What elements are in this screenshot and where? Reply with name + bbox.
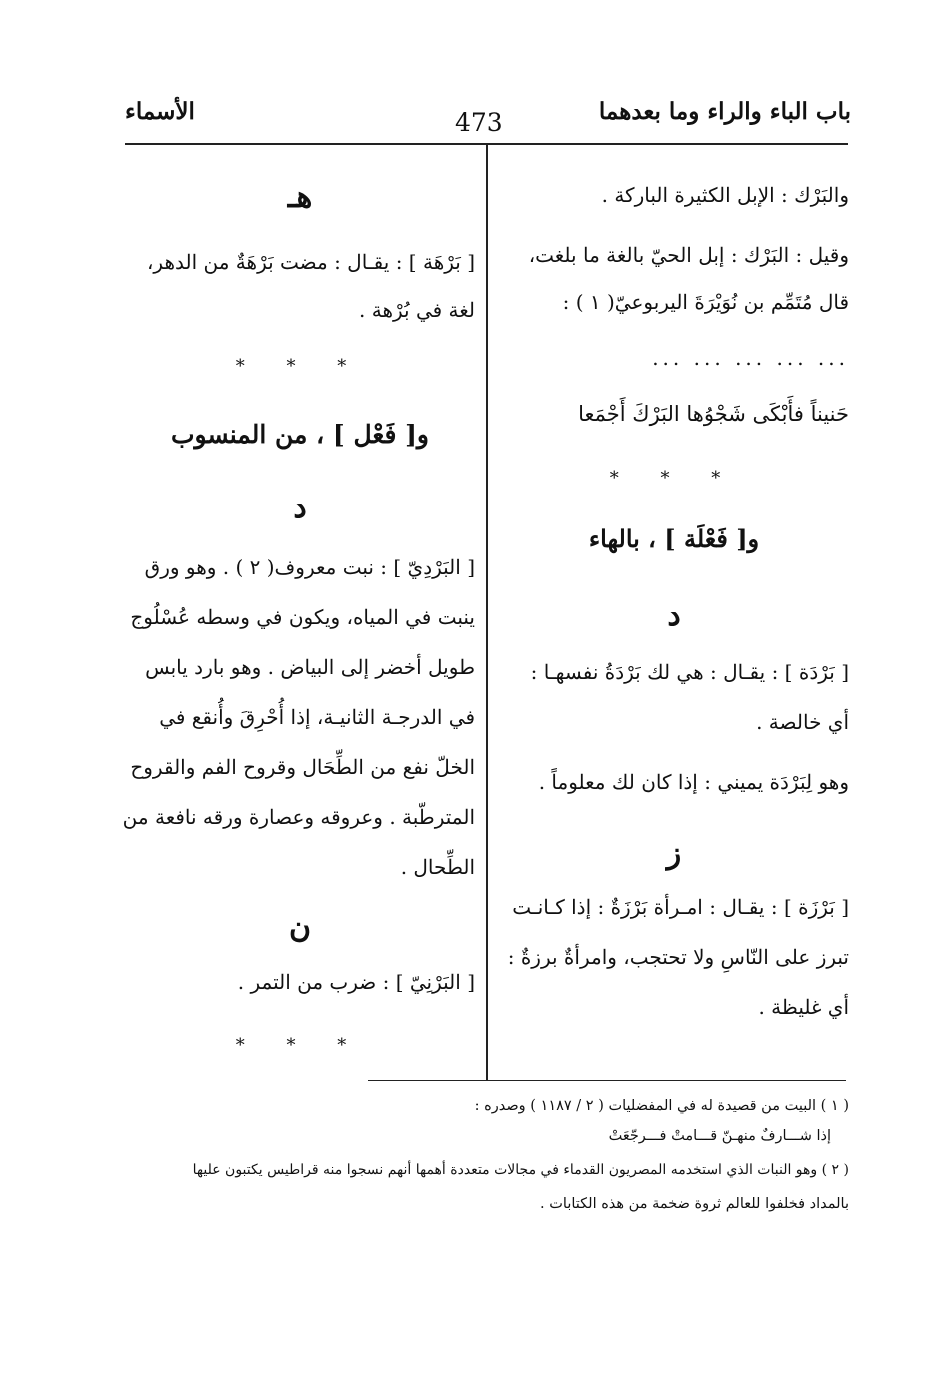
verse-ellipsis: ... ... ... ... ... — [652, 346, 849, 370]
section-title: الأسماء — [125, 98, 195, 125]
column-divider — [486, 145, 488, 1080]
entry-text: وهو لِبَرْدَة يميني : إذا كان لك معلوماً . — [538, 770, 849, 794]
letter-heading: د — [667, 598, 681, 633]
entry-text: تبرز على النّاسِ ولا تحتجب، وامرأةٌ برزةٌ : — [507, 945, 849, 969]
verse-line: حَنيناً فأَبْكَى شَجْوُها البَرْكَ أَجْمَعا — [578, 402, 849, 426]
section-separator: * * * — [609, 468, 739, 489]
entry-text: أي خالصة . — [756, 710, 849, 734]
footnote-2: ( ٢ ) وهو النبات الذي استخدمه المصريون القدماء في مجالات متعددة أهمها أنهم نسجوا منه قراطيس يكتبون عليها — [192, 1162, 849, 1178]
letter-heading: ن — [288, 910, 312, 945]
letter-heading: د — [293, 490, 307, 525]
letter-heading: هـ — [287, 180, 313, 215]
entry-text: الطِّحال . — [400, 855, 475, 879]
entry-text: لغة في بُرْهة . — [359, 298, 475, 322]
page-number: 473 — [455, 108, 503, 137]
section-heading: و[ فَعْل ] ، من المنسوب — [171, 420, 429, 449]
entry-text: والبَرْك : الإبل الكثيرة الباركة . — [601, 183, 849, 207]
entry-text: في الدرجـة الثانيـة، إذا أُحْرِقَ وأُنقع في — [159, 705, 475, 729]
section-separator: * * * — [235, 356, 365, 377]
entry-text: ينبت في المياه، ويكون في وسطه عُسْلُوج — [130, 605, 475, 629]
entry-text: [ البَرْنِيّ ] : ضرب من التمر . — [237, 970, 475, 994]
letter-heading: ز — [666, 836, 682, 871]
entry-text: طويل أخضر إلى البياض . وهو بارد يابس — [145, 655, 475, 679]
entry-text: الخلّ نفع من الطِّحَال وقروح الفم والقروح — [130, 755, 475, 779]
section-heading: و[ فَعْلَة ] ، بالهاء — [588, 524, 760, 553]
footnote-rule — [368, 1080, 846, 1081]
entry-text: قال مُتَمِّم بن نُوَيْرَةَ اليربوعيّ( ١ ) : — [562, 290, 849, 314]
footnote-2-continued: بالمداد فخلفوا للعالم ثروة ضخمة من هذه الكتابات . — [540, 1196, 849, 1212]
entry-text: [ بَرْزَة ] : يقـال : امـرأة بَرْزَةٌ : إذا كـانـت — [512, 895, 849, 919]
entry-text: المترطّبة . وعروقه وعصارة ورقه نافعة من — [122, 805, 475, 829]
footnote-1-verse: إذا شـــارفٌ منهـنّ قـــامتْ فـــرجّعَتْ — [608, 1128, 831, 1144]
section-separator: * * * — [235, 1035, 365, 1056]
footnote-1: ( ١ ) البيت من قصيدة له في المفضليات ( ٢ / ١١٨٧ ) وصدره : — [474, 1098, 849, 1114]
entry-text: أي غليظة . — [758, 995, 849, 1019]
entry-text: [ بَرْدَة ] : يقـال : هي لك بَرْدَةُ نفسهـا : — [530, 660, 849, 684]
entry-text: [ بَرْهَة ] : يقـال : مضت بَرْهَةٌ من الدهر، — [146, 250, 475, 274]
entry-text: وقيل : البَرْك : إبل الحيّ بالغة ما بلغت، — [528, 243, 849, 267]
chapter-title: باب الباء والراء وما بعدهما — [598, 98, 851, 125]
entry-text: [ البَرْدِيّ ] : نبت معروف( ٢ ) . وهو ورق — [144, 555, 475, 579]
